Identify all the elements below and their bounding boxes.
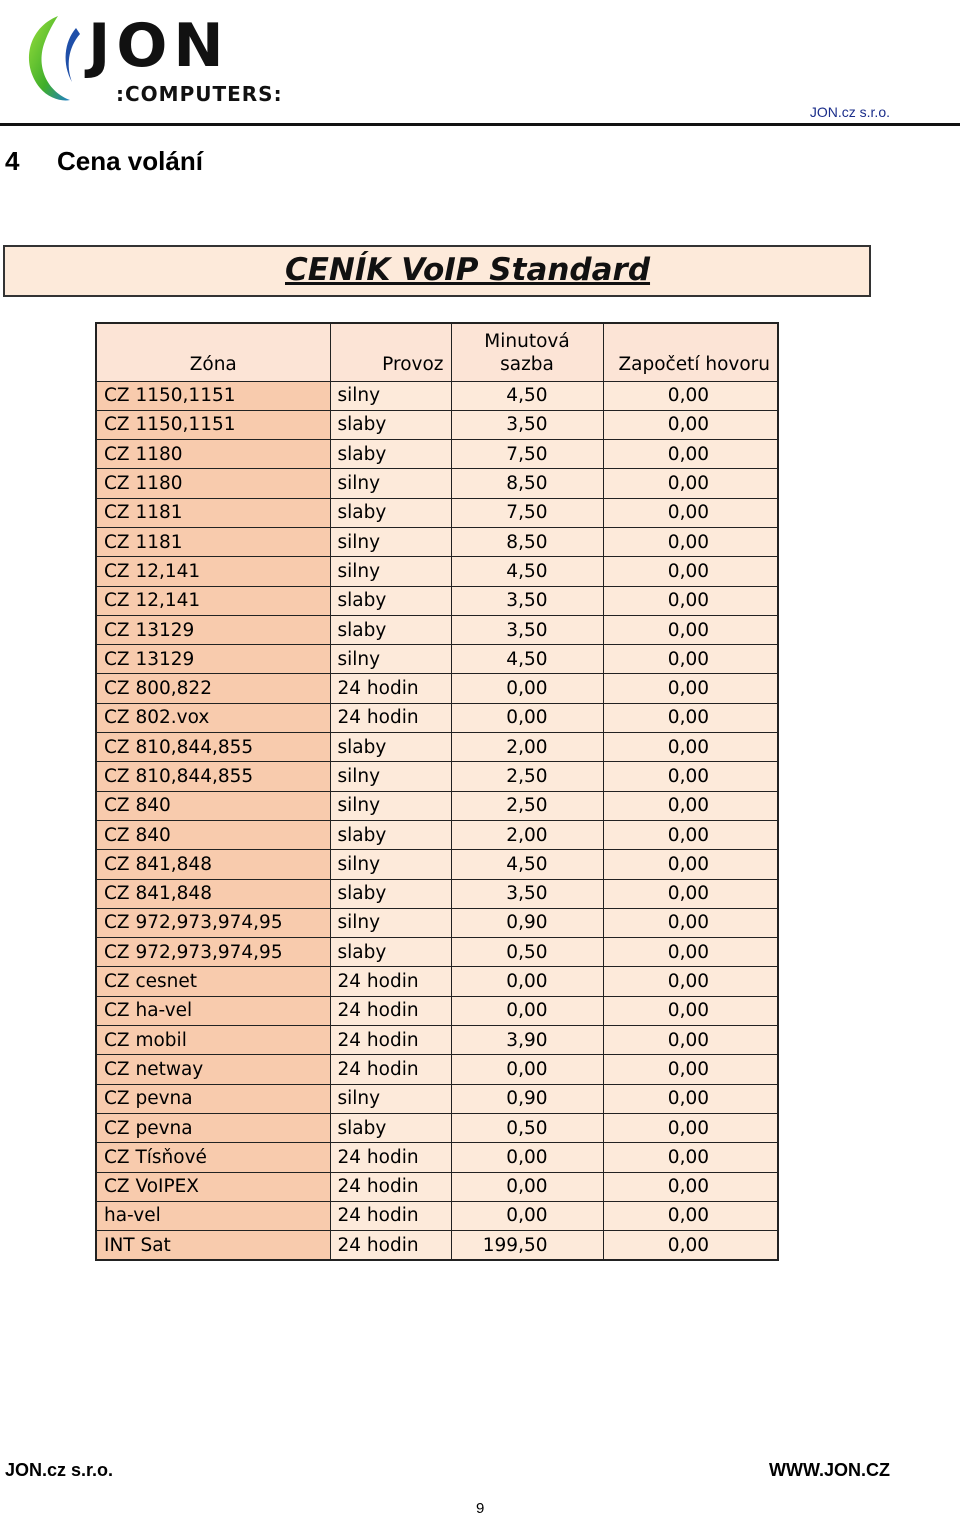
cell-provoz: slaby xyxy=(330,733,451,762)
table-row xyxy=(96,557,778,586)
table-row xyxy=(96,1172,778,1201)
table-row xyxy=(96,440,778,469)
cell-zone: CZ 810,844,855 xyxy=(96,733,330,762)
cell-connect: 0,00 xyxy=(603,1172,778,1201)
cell-rate: 0,00 xyxy=(451,674,603,703)
cell-provoz: silny xyxy=(330,469,451,498)
cell-rate: 4,50 xyxy=(451,645,603,674)
cell-connect: 0,00 xyxy=(603,967,778,996)
cell-provoz: 24 hodin xyxy=(330,967,451,996)
cell-rate: 0,00 xyxy=(451,1143,603,1172)
cell-zone: CZ 800,822 xyxy=(96,674,330,703)
cell-connect: 0,00 xyxy=(603,820,778,849)
cell-provoz: slaby xyxy=(330,938,451,967)
cell-zone: CZ pevna xyxy=(96,1084,330,1113)
cell-zone: CZ 802.vox xyxy=(96,703,330,732)
cell-connect: 0,00 xyxy=(603,527,778,556)
table-row xyxy=(96,1084,778,1113)
cell-provoz: slaby xyxy=(330,410,451,439)
table-row xyxy=(96,1026,778,1055)
cell-connect: 0,00 xyxy=(603,762,778,791)
cell-rate: 0,00 xyxy=(451,996,603,1025)
cell-zone: CZ 13129 xyxy=(96,615,330,644)
cell-provoz: silny xyxy=(330,1084,451,1113)
table-row xyxy=(96,791,778,820)
cell-provoz: 24 hodin xyxy=(330,1201,451,1230)
cell-zone: CZ 841,848 xyxy=(96,879,330,908)
cell-zone: CZ 12,141 xyxy=(96,586,330,615)
cell-rate: 3,50 xyxy=(451,410,603,439)
table-header-row xyxy=(96,323,778,381)
cell-connect: 0,00 xyxy=(603,1026,778,1055)
cell-provoz: slaby xyxy=(330,498,451,527)
cell-zone: CZ 1150,1151 xyxy=(96,381,330,410)
cell-rate: 0,50 xyxy=(451,1113,603,1142)
cell-zone: CZ cesnet xyxy=(96,967,330,996)
cell-provoz: slaby xyxy=(330,820,451,849)
price-table xyxy=(95,322,779,1261)
cell-provoz: 24 hodin xyxy=(330,1026,451,1055)
cell-provoz: silny xyxy=(330,381,451,410)
cell-connect: 0,00 xyxy=(603,498,778,527)
cell-provoz: silny xyxy=(330,791,451,820)
cell-rate: 4,50 xyxy=(451,381,603,410)
cell-rate: 2,00 xyxy=(451,733,603,762)
footer-company: JON.cz s.r.o. xyxy=(5,1460,114,1480)
table-row xyxy=(96,1113,778,1142)
cell-provoz: 24 hodin xyxy=(330,674,451,703)
cell-provoz: slaby xyxy=(330,615,451,644)
cell-rate: 2,50 xyxy=(451,762,603,791)
table-row xyxy=(96,1055,778,1084)
cell-provoz: 24 hodin xyxy=(330,1231,451,1260)
cell-connect: 0,00 xyxy=(603,996,778,1025)
cell-provoz: 24 hodin xyxy=(330,703,451,732)
page-number: 9 xyxy=(476,1500,485,1517)
table-row xyxy=(96,733,778,762)
header-company: JON.cz s.r.o. xyxy=(809,104,890,120)
cell-provoz: silny xyxy=(330,527,451,556)
section-title: Cena volání xyxy=(57,146,203,176)
cell-connect: 0,00 xyxy=(603,791,778,820)
cell-zone: CZ 1181 xyxy=(96,527,330,556)
cell-connect: 0,00 xyxy=(603,1201,778,1230)
cell-provoz: slaby xyxy=(330,586,451,615)
cell-connect: 0,00 xyxy=(603,469,778,498)
cell-rate: 4,50 xyxy=(451,557,603,586)
cell-provoz: 24 hodin xyxy=(330,1143,451,1172)
cell-zone: CZ 840 xyxy=(96,791,330,820)
header-rule xyxy=(0,123,960,126)
cell-rate: 8,50 xyxy=(451,469,603,498)
cell-rate: 2,00 xyxy=(451,820,603,849)
table-row xyxy=(96,1143,778,1172)
cell-rate: 8,50 xyxy=(451,527,603,556)
cell-zone: CZ 13129 xyxy=(96,645,330,674)
section-number: 4 xyxy=(5,146,20,176)
cell-connect: 0,00 xyxy=(603,674,778,703)
cell-zone: ha-vel xyxy=(96,1201,330,1230)
cell-rate: 7,50 xyxy=(451,498,603,527)
cell-connect: 0,00 xyxy=(603,850,778,879)
cell-rate: 3,50 xyxy=(451,615,603,644)
cell-provoz: silny xyxy=(330,645,451,674)
cell-zone: CZ 1150,1151 xyxy=(96,410,330,439)
cell-zone: CZ ha-vel xyxy=(96,996,330,1025)
cell-connect: 0,00 xyxy=(603,908,778,937)
company-logo xyxy=(18,8,328,113)
table-row xyxy=(96,879,778,908)
table-row xyxy=(96,938,778,967)
table-row xyxy=(96,381,778,410)
table-row xyxy=(96,527,778,556)
cell-zone: CZ VoIPEX xyxy=(96,1172,330,1201)
cell-zone: CZ 1180 xyxy=(96,440,330,469)
footer-website: WWW.JON.CZ xyxy=(769,1460,890,1480)
header-zone: Zóna xyxy=(96,323,330,381)
table-row xyxy=(96,996,778,1025)
cell-rate: 7,50 xyxy=(451,440,603,469)
cell-zone: CZ netway xyxy=(96,1055,330,1084)
header-rate-line1: Minutová xyxy=(484,331,570,353)
cell-provoz: 24 hodin xyxy=(330,1172,451,1201)
logo-text-sub: :COMPUTERS: xyxy=(116,82,283,106)
cell-rate: 4,50 xyxy=(451,850,603,879)
table-row xyxy=(96,1201,778,1230)
cell-rate: 3,50 xyxy=(451,586,603,615)
cell-provoz: slaby xyxy=(330,1113,451,1142)
table-row xyxy=(96,1231,778,1260)
cell-rate: 0,00 xyxy=(451,1055,603,1084)
cell-connect: 0,00 xyxy=(603,615,778,644)
logo-swoosh-icon xyxy=(29,16,70,101)
cell-zone: CZ 1181 xyxy=(96,498,330,527)
cell-connect: 0,00 xyxy=(603,645,778,674)
header-rate-line2: sazba xyxy=(500,354,554,376)
cell-provoz: 24 hodin xyxy=(330,996,451,1025)
table-row xyxy=(96,615,778,644)
cell-zone: INT Sat xyxy=(96,1231,330,1260)
logo-text-main: JON xyxy=(88,11,230,81)
table-row xyxy=(96,645,778,674)
table-row xyxy=(96,820,778,849)
cell-rate: 0,50 xyxy=(451,938,603,967)
cell-rate: 0,00 xyxy=(451,1172,603,1201)
cell-connect: 0,00 xyxy=(603,557,778,586)
cell-zone: CZ 972,973,974,95 xyxy=(96,938,330,967)
header-rate xyxy=(451,323,603,381)
table-row xyxy=(96,469,778,498)
table-row xyxy=(96,410,778,439)
cell-connect: 0,00 xyxy=(603,440,778,469)
cell-rate: 0,00 xyxy=(451,703,603,732)
cell-rate: 0,90 xyxy=(451,1084,603,1113)
table-row xyxy=(96,762,778,791)
cell-connect: 0,00 xyxy=(603,1055,778,1084)
cell-zone: CZ 841,848 xyxy=(96,850,330,879)
cell-zone: CZ Tísňové xyxy=(96,1143,330,1172)
cell-rate: 0,00 xyxy=(451,1201,603,1230)
document-title: CENÍK VoIP Standard xyxy=(285,252,651,288)
cell-connect: 0,00 xyxy=(603,1231,778,1260)
header-connect: Započetí hovoru xyxy=(603,323,778,381)
table-row xyxy=(96,703,778,732)
cell-zone: CZ pevna xyxy=(96,1113,330,1142)
table-row xyxy=(96,967,778,996)
cell-zone: CZ 972,973,974,95 xyxy=(96,908,330,937)
cell-connect: 0,00 xyxy=(603,733,778,762)
table-row xyxy=(96,498,778,527)
cell-provoz: silny xyxy=(330,850,451,879)
cell-connect: 0,00 xyxy=(603,381,778,410)
cell-provoz: silny xyxy=(330,762,451,791)
cell-connect: 0,00 xyxy=(603,703,778,732)
table-row xyxy=(96,908,778,937)
table-row xyxy=(96,850,778,879)
cell-rate: 0,00 xyxy=(451,967,603,996)
table-row xyxy=(96,586,778,615)
cell-zone: CZ 12,141 xyxy=(96,557,330,586)
cell-rate: 199,50 xyxy=(451,1231,603,1260)
cell-provoz: silny xyxy=(330,908,451,937)
cell-connect: 0,00 xyxy=(603,410,778,439)
cell-provoz: slaby xyxy=(330,879,451,908)
cell-provoz: 24 hodin xyxy=(330,1055,451,1084)
cell-rate: 3,50 xyxy=(451,879,603,908)
header-provoz: Provoz xyxy=(330,323,451,381)
cell-connect: 0,00 xyxy=(603,879,778,908)
cell-rate: 2,50 xyxy=(451,791,603,820)
cell-connect: 0,00 xyxy=(603,1143,778,1172)
table-row xyxy=(96,674,778,703)
cell-zone: CZ 840 xyxy=(96,820,330,849)
cell-zone: CZ 1180 xyxy=(96,469,330,498)
cell-connect: 0,00 xyxy=(603,1084,778,1113)
cell-connect: 0,00 xyxy=(603,1113,778,1142)
cell-connect: 0,00 xyxy=(603,938,778,967)
cell-connect: 0,00 xyxy=(603,586,778,615)
cell-rate: 3,90 xyxy=(451,1026,603,1055)
cell-rate: 0,90 xyxy=(451,908,603,937)
cell-zone: CZ 810,844,855 xyxy=(96,762,330,791)
cell-zone: CZ mobil xyxy=(96,1026,330,1055)
cell-provoz: slaby xyxy=(330,440,451,469)
cell-provoz: silny xyxy=(330,557,451,586)
